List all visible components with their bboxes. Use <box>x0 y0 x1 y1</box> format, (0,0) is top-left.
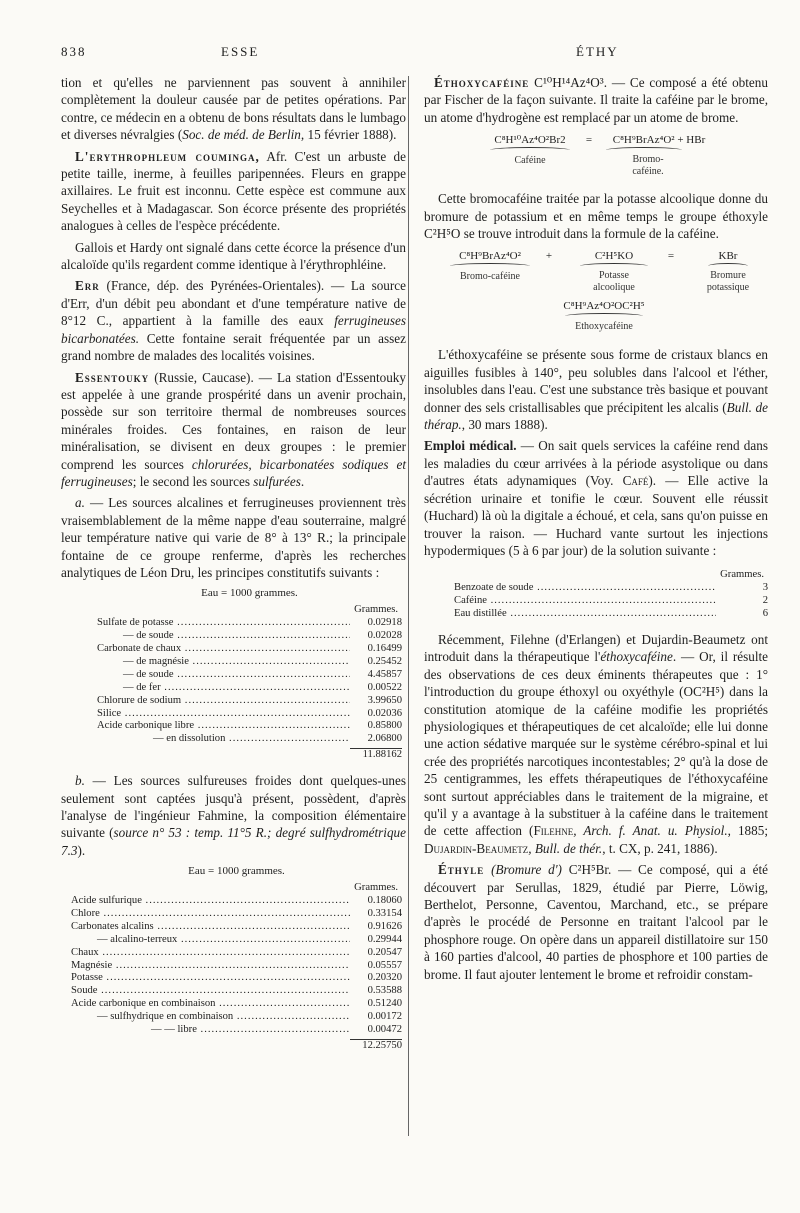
table-row <box>71 1011 402 1024</box>
row-value: 0.18060 <box>367 895 402 906</box>
row-value: 0.02918 <box>367 617 402 629</box>
paragraph-gallois: Gallois et Hardy ont signalé dans cette écorce la présence d'un alcaloïde qu'ils regardent comme identique à l'érythrophléine. <box>61 239 406 273</box>
solution-table <box>424 569 768 621</box>
row-label: Silice ..... <box>97 708 350 721</box>
row-label: Soude ..... <box>71 985 350 998</box>
row-value: 0.00172 <box>367 1011 402 1023</box>
table-row <box>71 947 402 960</box>
row-value: 0.05557 <box>367 959 402 971</box>
row-label: — alcalino-terreux ..... <box>71 934 350 947</box>
left-column <box>61 74 406 1063</box>
table-row <box>71 921 402 934</box>
table-row <box>97 695 402 708</box>
table-row <box>97 643 402 656</box>
row-value: 0.29944 <box>367 933 402 945</box>
paragraph-bromocafeine: Cette bromocaféine traitée par la potasse alcoolique donne du bromure de potassium et en même temps le groupe éthoxyle C²H⁵O se trouve introduit dans la formule de la caféine. <box>424 191 768 242</box>
table-caption: Eau = 1000 grammes. <box>201 587 298 600</box>
row-label: Chlore ..... <box>71 908 350 921</box>
formula-kbr: KBr Bromure potassique <box>706 250 750 294</box>
table-unit: Grammes. <box>354 604 398 616</box>
row-label: — de soude ..... <box>97 669 350 682</box>
table-row <box>71 908 402 921</box>
table-row <box>454 595 768 608</box>
paragraph-a: a. — Les sources alcalines et ferrugineuses proviennent très vraisemblablement de la même nappe d'eau souterraine, malgré leur température native qui varie de 8° à 13° R.; la principale fontaine de ce groupe renferme, d'après les recherches analytiques de Léon Dru, les principes constitutifs suivants : <box>61 495 406 580</box>
continuation-paragraph: tion et qu'elles ne parviennent pas souvent à annihiler complètement la douleur causée par de petites opérations. Par contre, ce médecin en a obtenu de bons résultats dans le lumbago et diverses névralgies (Soc. de méd. de Berlin, 15 février 1888). <box>61 75 406 143</box>
running-head-left: ESSE <box>221 44 260 59</box>
row-value: 2 <box>762 595 768 607</box>
row-label: Carbonate de chaux ..... <box>97 643 350 656</box>
row-label: Chaux ..... <box>71 947 350 960</box>
headword: L'erythrophleum couminga, <box>75 148 260 164</box>
formula-ethoxycafeine: C⁸H⁹Az⁴O²OC²H⁵ Ethoxycaféine <box>563 300 645 333</box>
headword: Essentouky <box>75 369 150 385</box>
table-row <box>454 582 768 595</box>
table-row <box>71 960 402 973</box>
table-row <box>71 985 402 998</box>
entry-ethoxycafeine: Éthoxycaféine C¹⁰H¹⁴Az⁴O³. — Ce composé a été obtenu par Fischer de la façon suivante. Il traite la caféine par le brome, un atome d'hydrogène est remplacé par un atome de brome. <box>424 75 768 125</box>
row-value: 3 <box>762 582 768 594</box>
row-value: 2.06800 <box>367 733 402 745</box>
row-value: 0.20547 <box>367 946 402 958</box>
paragraph-emploi: Emploi médical. — On sait quels services la caféine rend dans les maladies du cœur arrivées à la période asystolique ou dans d'autres états adynamiques (Voy. Café). — Elle active la sécrétion urinaire et tonifie le cœur. Souvent elle réussit (Huchard) là où la digitale a échoué, et cela, sans qu'on puisse en trouver la raison. — Huchard vante surtout les injections hypodermiques (5 à 6 par jour) de la solution suivante : <box>424 438 768 558</box>
entry-erythrophleum: L'erythrophleum couminga, Afr. C'est un arbuste de petite taille, inerme, à feuilles paripennées. Fleurs en grappe axillaires. Le fruit est inconnu. Cette espèce est commune aux Seychelles et à Madagascar. Son écorce présente des propriétés analogues à celles de l'espèce précédente. <box>61 148 406 234</box>
headword: Éthoxycaféine <box>434 75 530 90</box>
table-row <box>97 733 402 746</box>
section-heading: Emploi médical. <box>424 438 517 454</box>
row-value: 0.53588 <box>367 985 402 997</box>
table-row <box>97 708 402 721</box>
row-label: Benzoate de soude ..... <box>454 582 716 595</box>
entry-essentouky: Essentouky (Russie, Caucase). — La station d'Essentouky est appelée à une grande prospérité dans un avenir prochain, possède sur son territoire thermal de nombreuses sources minérales froides. Ces fontaines, en raison de leur minéralisation, se divisent en deux groupes : le premier comprend les sources chlorurées, bicarbonatées sodiques et ferrugineuses; le second les sources sulfurées. <box>61 369 406 489</box>
formula-bromocaffeine: C⁸H⁹BrAz⁴O² + HBr Bromo-caféine. <box>600 134 718 178</box>
row-label: Chlorure de sodium ..... <box>97 695 350 708</box>
row-value: 0.00522 <box>367 681 402 693</box>
table-row <box>71 998 402 1011</box>
table-unit: Grammes. <box>354 882 398 894</box>
row-value: 0.25452 <box>367 655 402 667</box>
row-label: — en dissolution ..... <box>97 733 350 746</box>
right-column <box>424 74 768 987</box>
row-label: — — libre ..... <box>71 1024 350 1037</box>
page-number: 838 <box>61 44 87 59</box>
running-head-right: ÉTHY <box>576 44 619 59</box>
row-label: Caféine ..... <box>454 595 716 608</box>
table-row <box>97 656 402 669</box>
table-row <box>454 608 768 621</box>
row-value: 0.91626 <box>367 920 402 932</box>
row-value: 0.02036 <box>367 707 402 719</box>
row-label: Carbonates alcalins ..... <box>71 921 350 934</box>
row-value: 0.85800 <box>367 720 402 732</box>
composition-table-alcaline <box>61 587 406 762</box>
paragraph-b: b. — Les sources sulfureuses froides dont quelques-unes seulement sont captées jusqu'à présent, possèdent, d'après l'analyse de l'ingénieur Fahmine, la composition élémentaire suivante (source n° 53 : temp. 11°5 R.; degré sulfhydrométrique 7.3). <box>61 773 406 858</box>
row-value: 0.33154 <box>367 907 402 919</box>
row-label: — de magnésie ..... <box>97 656 350 669</box>
row-value: 6 <box>762 608 768 620</box>
table-caption: Eau = 1000 grammes. <box>188 865 285 878</box>
composition-table-sulfureuse <box>61 865 406 1053</box>
row-value: 0.02028 <box>367 630 402 642</box>
formula-potasse: C²H⁵KO Potasse alcoolique <box>574 250 654 294</box>
row-value: 0.51240 <box>367 998 402 1010</box>
table-row <box>97 617 402 630</box>
table-total: 11.88162 <box>350 748 402 762</box>
row-value: 0.16499 <box>367 643 402 654</box>
table-row <box>97 720 402 733</box>
row-value: 0.20320 <box>367 972 402 984</box>
row-label: Sulfate de potasse ..... <box>97 617 350 630</box>
table-row <box>97 682 402 695</box>
table-row <box>71 1024 402 1037</box>
row-value: 0.00472 <box>367 1024 402 1036</box>
formula-bromocafeine-reactant: C⁸H⁹BrAz⁴O² Bromo-caféine <box>444 250 536 283</box>
table-row <box>97 630 402 643</box>
row-label: Acide carbonique en combinaison ..... <box>71 998 350 1011</box>
row-label: — de soude ..... <box>97 630 350 643</box>
table-row <box>97 669 402 682</box>
entry-ethyle: Éthyle (Bromure d') C²H⁵Br. — Ce composé, qui a été découvert par Serullas, 1829, étudié par Pierre, Löwig, Berthelot, Personne, Caventou, Marchand, etc., se prépare d'après le procédé de Personne en traitant l'alcool par le phosphore rouge. On opère dans un appareil distillatoire sur 150 à 160 parties d'alcool, 40 parties de phosphore et 100 parties de brome. Il faut ajouter lentement le brome et refroidir constam- <box>424 862 769 982</box>
row-label: — de fer ..... <box>97 682 350 695</box>
entry-err: Err (France, dép. des Pyrénées-Orientales). — La source d'Err, d'un débit peu abondant et d'une température native de 8°12 C., appartient à la famille des eaux ferrugineuses bicarbonatées. Cette fontaine serait fréquentée par un assez grand nombre de malades des localités voisines. <box>61 278 406 364</box>
row-value: 3.99650 <box>367 694 402 706</box>
row-label: Eau distillée ..... <box>454 608 716 621</box>
row-label: Potasse ..... <box>71 972 350 985</box>
row-label: Magnésie ..... <box>71 960 350 973</box>
row-label: Acide carbonique libre ..... <box>97 720 350 733</box>
paragraph-recent: Récemment, Filehne (d'Erlangen) et Dujardin-Beaumetz ont introduit dans la thérapeutique l'éthoxycaféine. — Or, il résulte des observations de ces deux éminents thérapeutes que : 1° l'introduction du groupe éthoxyl ou oxyéthyle (OC²H⁵) dans la constitution atomique de la caféine modifie les propriétés physiologiques et thérapeutiques de cet alcaloïde; elle lui donne une action sédative marquée sur le système cérébro-spinal et lui crée des propriétés narcotiques incontestables; 2° qu'à la dose de 25 centigrammes, les effets thérapeutiques de l'éthoxycaféine sont surtout appréciables dans le traitement de la migraine, et qu'il y a avantage à la substituer à la caféine dans le traitement de cette affection (Filehne, Arch. f. Anat. u. Physiol., 1885; Dujardin-Beaumetz, Bull. de thér., t. CX, p. 241, 1886). <box>424 631 768 856</box>
row-label: — sulfhydrique en combinaison ..... <box>71 1011 350 1024</box>
table-row <box>71 972 402 985</box>
table-row <box>71 934 402 947</box>
row-value: 4.45857 <box>367 668 402 680</box>
table-row <box>71 895 402 908</box>
formula-caffeine: C⁸H¹⁰Az⁴O²Br2 Caféine <box>484 134 576 167</box>
row-label: Acide sulfurique ..... <box>71 895 350 908</box>
paragraph-description: L'éthoxycaféine se présente sous forme de cristaux blancs en aiguilles fusibles à 140°, peu solubles dans l'alcool et l'éther, insolubles dans l'eau. C'est une substance très basique et pouvant donner des sels cristallisables que précipitent les alcalis (Bull. de thérap., 30 mars 1888). <box>424 347 768 433</box>
table-unit: Grammes. <box>720 569 764 581</box>
headword: Err <box>75 278 100 294</box>
reaction-ethoxylation: C⁸H⁹BrAz⁴O² Bromo-caféine + C²H⁵KO Potasse alcoolique = KBr Bromure potassique C⁸H⁹Az⁴O²OC²H⁵ Ethoxycaféine <box>424 250 768 338</box>
table-total: 12.25750 <box>350 1039 402 1053</box>
reaction-bromination: C⁸H¹⁰Az⁴O²Br2 Caféine = C⁸H⁹BrAz⁴O² + HBr Bromo-caféine. <box>424 134 768 184</box>
headword: Éthyle <box>438 862 485 878</box>
column-rule <box>408 76 409 1136</box>
